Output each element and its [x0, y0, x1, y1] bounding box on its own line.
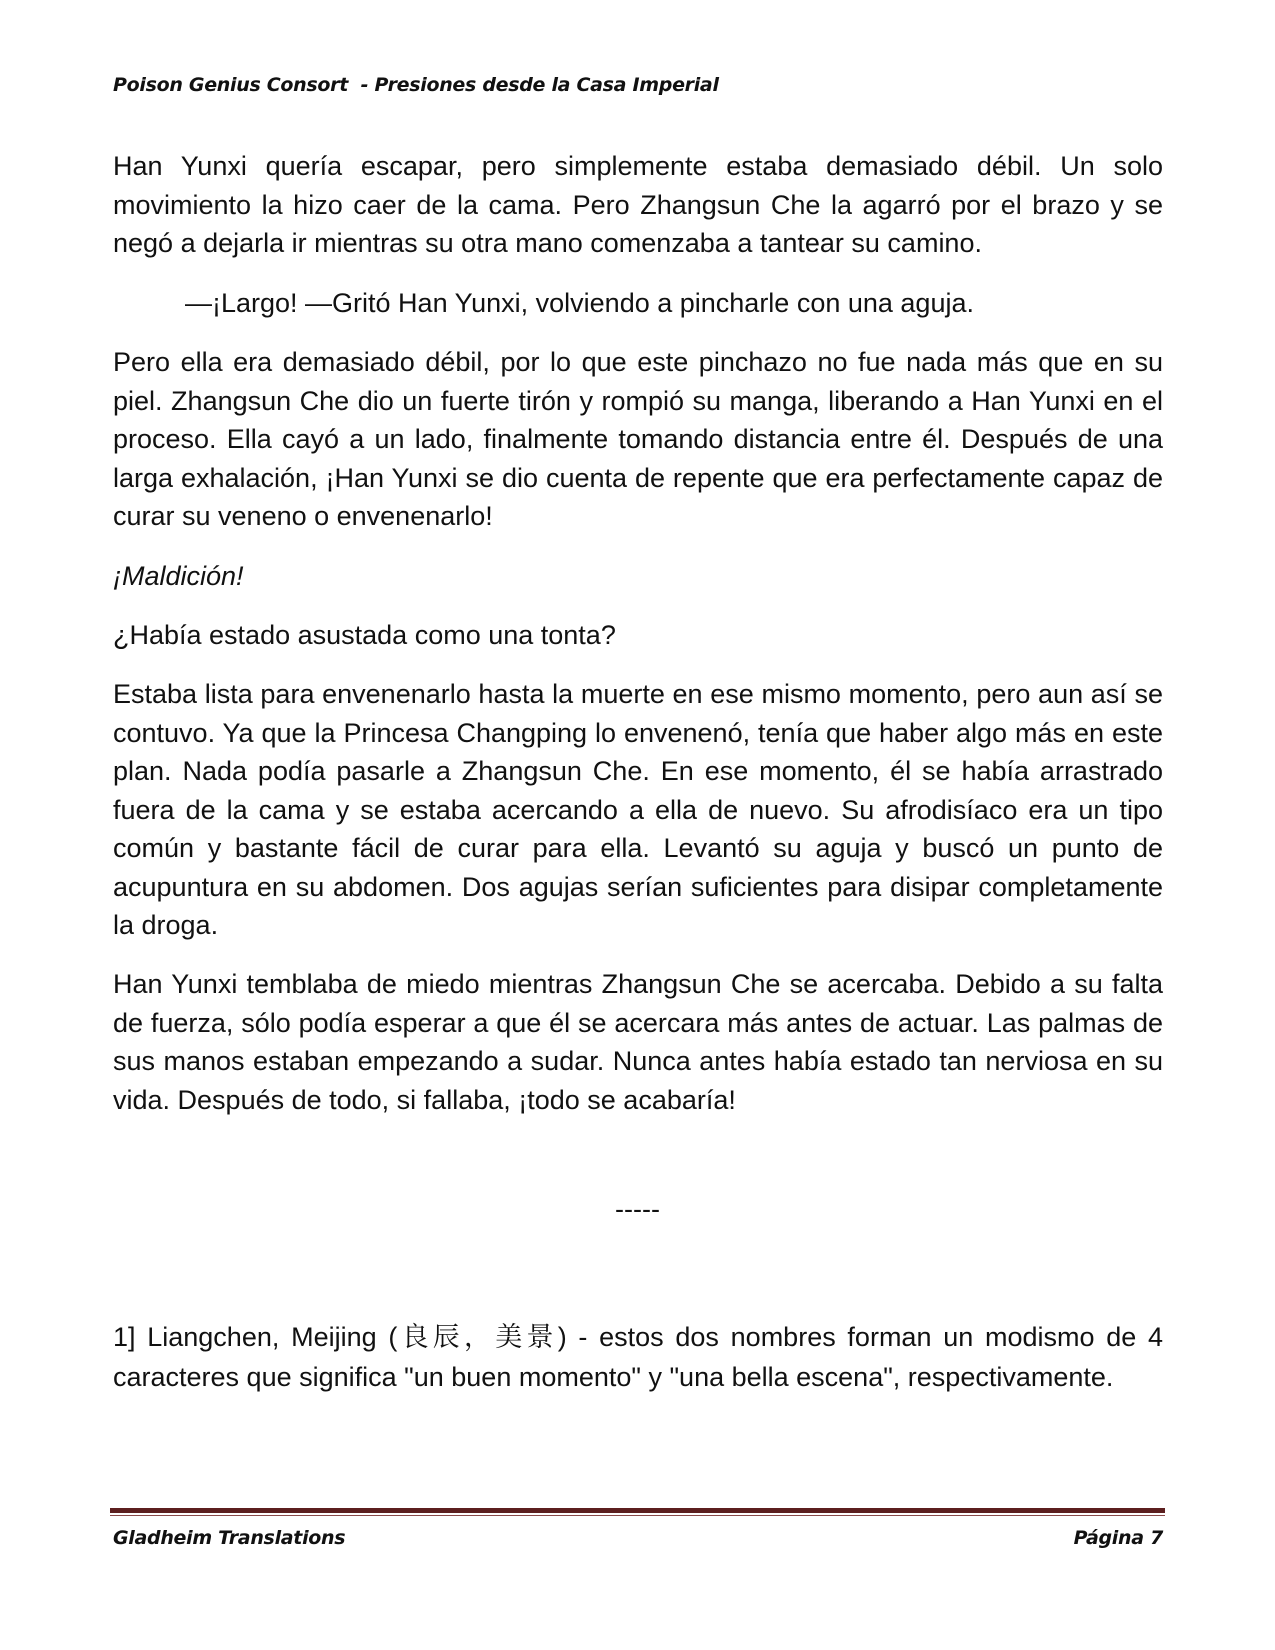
footer-rule — [110, 1508, 1165, 1513]
paragraph-question: ¿Había estado asustada como una tonta? — [113, 620, 616, 650]
paragraph-6: Estaba lista para envenenarlo hasta la muerte en ese mismo momento, pero aun así se contuvo. Ya que la Princesa Changping lo envenenó, tenía que haber algo más en este plan. Nada podía pasarle a Zhangsun Che. En ese momento, él se había arrastrado fuera de la cama y se estaba acercando a ella de nuevo. Su afrodisíaco era un tipo común y bastante fácil de curar para ella. Levantó su aguja y buscó un punto de acupuntura en su abdomen. Dos agujas serían suficientes para disipar completamente la droga. — [113, 679, 1163, 940]
footnote: 1] Liangchen, Meijing (良辰，美景) - estos dos nombres forman un modismo de 4 caracteres que significa "un buen momento" y "una bella escena", respectivamente. — [113, 1322, 1163, 1392]
paragraph-7: Han Yunxi temblaba de miedo mientras Zhangsun Che se acercaba. Debido a su falta de fuerza, sólo podía esperar a que él se acercara más antes de actuar. Las palmas de sus manos estaban empezando a sudar. Nunca antes había estado tan nerviosa en su vida. Después de todo, si fallaba, ¡todo se acabaría! — [113, 969, 1163, 1115]
footer-publisher: Gladheim Translations — [113, 1527, 346, 1549]
page-number: Página 7 — [1073, 1527, 1163, 1549]
paragraph-dialogue: —¡Largo! —Gritó Han Yunxi, volviendo a pincharle con una aguja. — [185, 288, 974, 318]
header-title: Poison Genius Consort - Presiones desde la Casa Imperial — [113, 74, 719, 96]
paragraph-1: Han Yunxi quería escapar, pero simplemente estaba demasiado débil. Un solo movimiento la hizo caer de la cama. Pero Zhangsun Che la agarró por el brazo y se negó a dejarla ir mientras su otra mano comenzaba a tantear su camino. — [113, 151, 1163, 258]
footer-rule-thin — [110, 1515, 1165, 1516]
section-separator: ----- — [615, 1194, 660, 1224]
paragraph-exclamation: ¡Maldición! — [113, 561, 244, 591]
paragraph-3: Pero ella era demasiado débil, por lo que este pinchazo no fue nada más que en su piel. Zhangsun Che dio un fuerte tirón y rompió su manga, liberando a Han Yunxi en el proceso. Ella cayó a un lado, finalmente tomando distancia entre él. Después de una larga exhalación, ¡Han Yunxi se dio cuenta de repente que era perfectamente capaz de curar su veneno o envenenarlo! — [113, 347, 1163, 531]
